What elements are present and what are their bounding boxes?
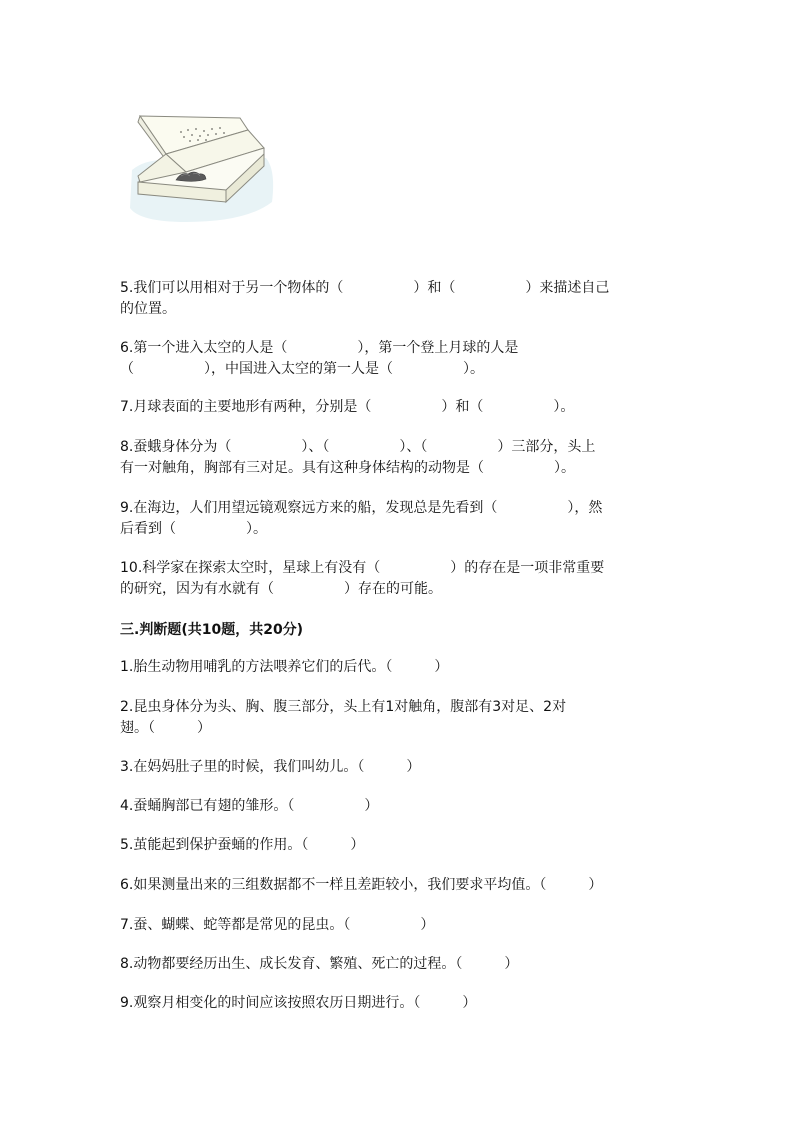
judge-question-8 [120, 954, 680, 975]
question-line: 5.我们可以用相对于另一个物体的（ ）和（ ）来描述自己 [120, 280, 610, 296]
question-line: 9.在海边，人们用望远镜观察远方来的船，发现总是先看到（ ），然 [120, 500, 603, 516]
question-line: 4.蚕蛹胸部已有翅的雏形。（ ） [120, 798, 379, 814]
question-line: 8.蚕蛾身体分为（ ）、（ ）、（ ）三部分，头上 [120, 439, 596, 455]
judge-question-1 [120, 657, 680, 678]
judge-question-9 [120, 993, 680, 1014]
question-8 [120, 437, 680, 479]
question-line: 7.月球表面的主要地形有两种，分别是（ ）和（ ）。 [120, 399, 575, 415]
question-line: 1.胎生动物用哺乳的方法喂养它们的后代。（ ） [120, 659, 449, 675]
question-line: 的研究，因为有水就有（ ）存在的可能。 [120, 581, 442, 597]
question-line: 的位置。 [120, 301, 176, 317]
section-title: 三.判断题(共10题，共20分) [120, 622, 304, 638]
question-line: 有一对触角，胸部有三对足。具有这种身体结构的动物是（ ）。 [120, 460, 575, 476]
question-line: （ ），中国进入太空的第一人是（ ）。 [120, 361, 484, 377]
question-line: 2.昆虫身体分为头、胸、腹三部分，头上有1对触角，腹部有3对足、2对 [120, 699, 567, 715]
question-6 [120, 338, 680, 380]
judge-question-4 [120, 796, 680, 817]
judge-question-6 [120, 875, 680, 896]
judge-question-7 [120, 915, 680, 936]
judge-question-3 [120, 757, 680, 778]
question-line: 6.第一个进入太空的人是（ ），第一个登上月球的人是 [120, 340, 519, 356]
question-line: 后看到（ ）。 [120, 521, 267, 537]
question-9 [120, 498, 680, 540]
question-line: 翅。（ ） [120, 720, 211, 736]
question-7 [120, 397, 680, 418]
question-5 [120, 278, 680, 320]
judge-question-2 [120, 697, 680, 739]
box-illustration [126, 110, 276, 228]
question-line: 10.科学家在探索太空时，星球上有没有（ ）的存在是一项非常重要 [120, 560, 605, 576]
question-line: 8.动物都要经历出生、成长发育、繁殖、死亡的过程。（ ） [120, 956, 519, 972]
question-line: 9.观察月相变化的时间应该按照农历日期进行。（ ） [120, 995, 477, 1011]
question-line: 5.茧能起到保护蚕蛹的作用。（ ） [120, 837, 365, 853]
question-line: 3.在妈妈肚子里的时候，我们叫幼儿。（ ） [120, 759, 421, 775]
question-10 [120, 558, 680, 600]
question-line: 6.如果测量出来的三组数据都不一样且差距较小，我们要求平均值。（ ） [120, 877, 603, 893]
question-line: 7.蚕、蝴蝶、蛇等都是常见的昆虫。（ ） [120, 917, 435, 933]
judge-question-5 [120, 835, 680, 856]
